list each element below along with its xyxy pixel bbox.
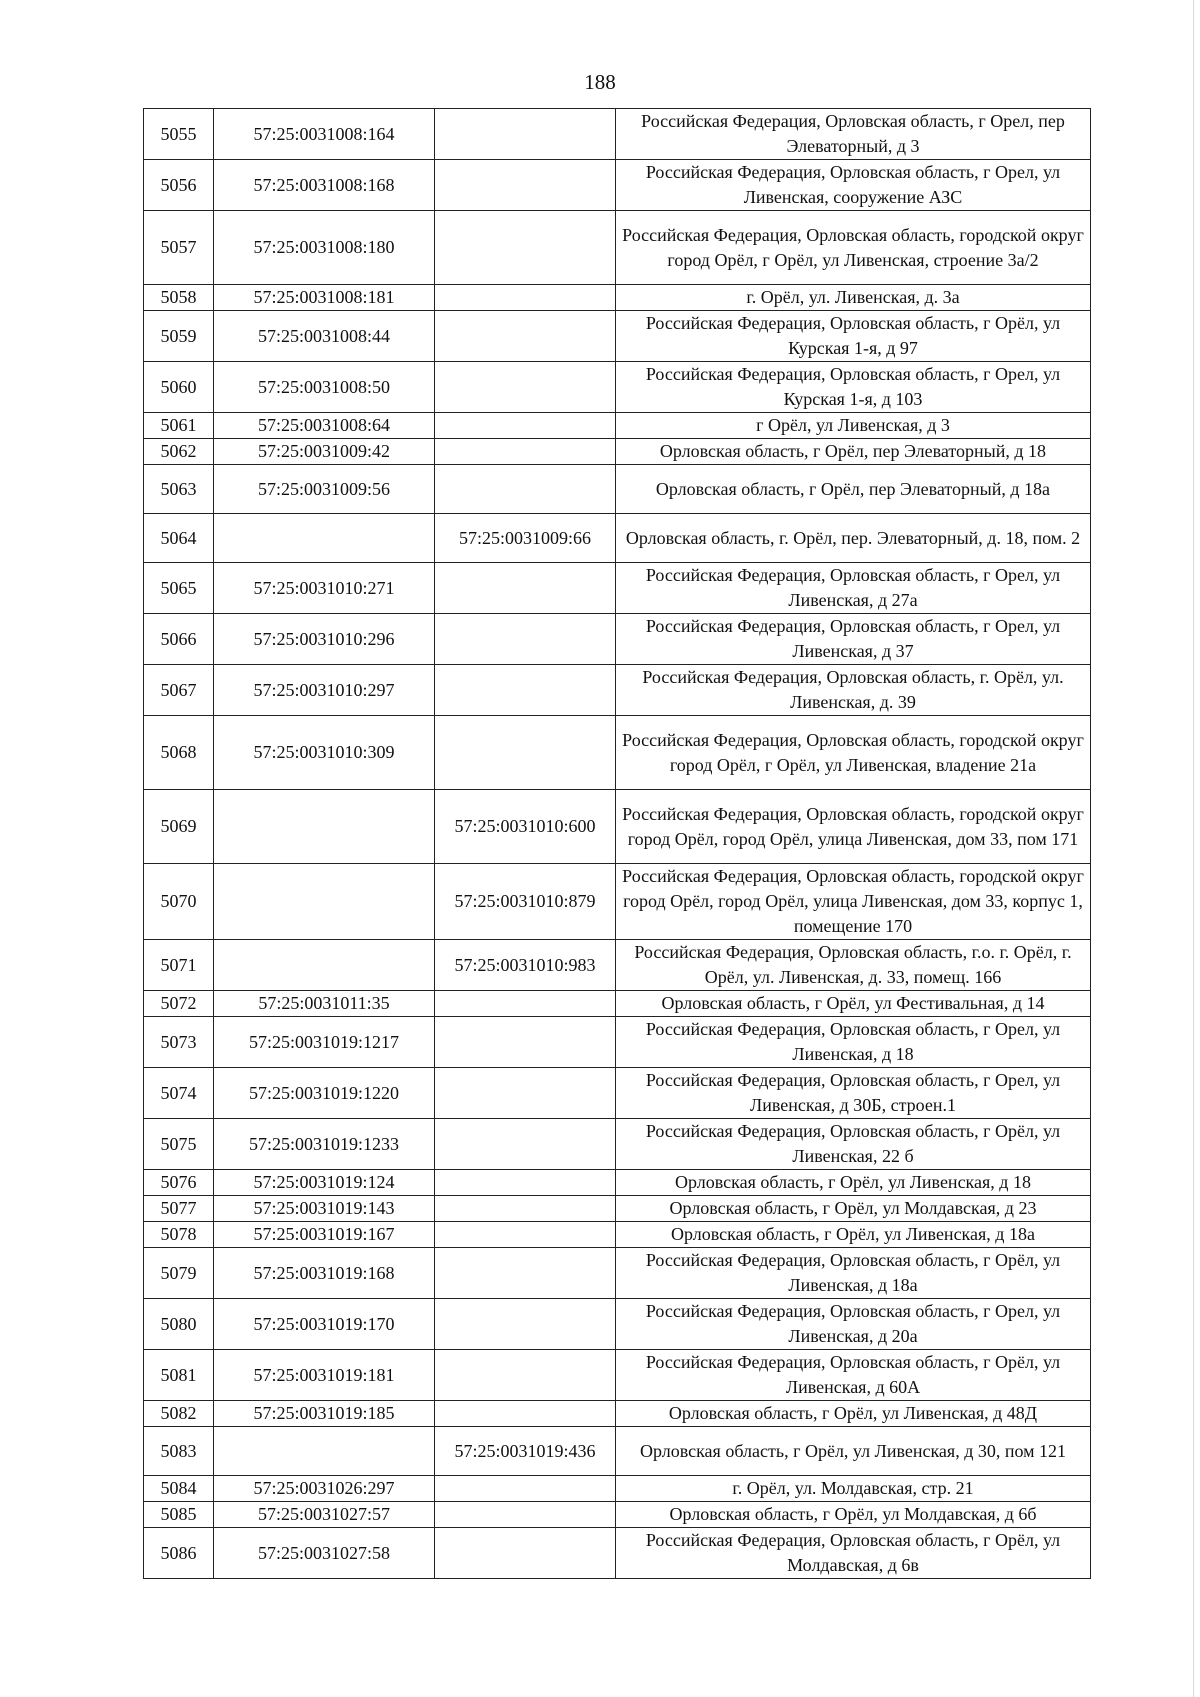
- row-number-cell: 5064: [144, 514, 214, 563]
- table-row: [144, 1196, 1091, 1222]
- address-cell: Российская Федерация, Орловская область, г Орел, ул Ливенская, д 20а: [616, 1299, 1091, 1350]
- address-cell: Российская Федерация, Орловская область, г Орел, ул Ливенская, д 18: [616, 1017, 1091, 1068]
- premise-cadastral-number-cell: [435, 311, 616, 362]
- table-row: [144, 1350, 1091, 1401]
- premise-cadastral-number-cell: [435, 362, 616, 413]
- address-cell: Российская Федерация, Орловская область, городской округ город Орёл, г Орёл, ул Ливенская, владение 21а: [616, 716, 1091, 790]
- address-cell: Российская Федерация, Орловская область, г Орёл, ул Ливенская, д 18а: [616, 1248, 1091, 1299]
- premise-cadastral-number-cell: [435, 1401, 616, 1427]
- row-number-cell: 5065: [144, 563, 214, 614]
- land-cadastral-number-cell: 57:25:0031019:167: [214, 1222, 435, 1248]
- land-cadastral-number-cell: 57:25:0031008:168: [214, 160, 435, 211]
- table-row: [144, 940, 1091, 991]
- land-cadastral-number-cell: 57:25:0031008:181: [214, 285, 435, 311]
- premise-cadastral-number-cell: [435, 991, 616, 1017]
- address-cell: Орловская область, г Орёл, ул Ливенская, д 18: [616, 1170, 1091, 1196]
- land-cadastral-number-cell: 57:25:0031009:56: [214, 465, 435, 514]
- premise-cadastral-number-cell: [435, 109, 616, 160]
- premise-cadastral-number-cell: [435, 285, 616, 311]
- table-row: [144, 211, 1091, 285]
- row-number-cell: 5071: [144, 940, 214, 991]
- row-number-cell: 5057: [144, 211, 214, 285]
- row-number-cell: 5083: [144, 1427, 214, 1476]
- land-cadastral-number-cell: 57:25:0031010:271: [214, 563, 435, 614]
- land-cadastral-number-cell: 57:25:0031019:1220: [214, 1068, 435, 1119]
- table-row: [144, 563, 1091, 614]
- address-cell: Российская Федерация, Орловская область, г Орел, ул Ливенская, д 30Б, строен.1: [616, 1068, 1091, 1119]
- premise-cadastral-number-cell: [435, 1502, 616, 1528]
- premise-cadastral-number-cell: [435, 465, 616, 514]
- address-cell: Орловская область, г Орёл, ул Фестивальная, д 14: [616, 991, 1091, 1017]
- land-cadastral-number-cell: 57:25:0031027:58: [214, 1528, 435, 1579]
- address-cell: Орловская область, г Орёл, ул Молдавская, д 23: [616, 1196, 1091, 1222]
- premise-cadastral-number-cell: [435, 614, 616, 665]
- address-cell: Российская Федерация, Орловская область, г.о. г. Орёл, г. Орёл, ул. Ливенская, д. 33, помещ. 166: [616, 940, 1091, 991]
- table-row: [144, 1476, 1091, 1502]
- row-number-cell: 5063: [144, 465, 214, 514]
- row-number-cell: 5055: [144, 109, 214, 160]
- land-cadastral-number-cell: [214, 940, 435, 991]
- land-cadastral-number-cell: 57:25:0031019:168: [214, 1248, 435, 1299]
- land-cadastral-number-cell: 57:25:0031010:297: [214, 665, 435, 716]
- address-cell: Орловская область, г Орёл, пер Элеваторный, д 18: [616, 439, 1091, 465]
- address-cell: Российская Федерация, Орловская область, городской округ город Орёл, г Орёл, ул Ливенская, строение 3а/2: [616, 211, 1091, 285]
- row-number-cell: 5072: [144, 991, 214, 1017]
- land-cadastral-number-cell: 57:25:0031009:42: [214, 439, 435, 465]
- row-number-cell: 5069: [144, 790, 214, 864]
- row-number-cell: 5066: [144, 614, 214, 665]
- land-cadastral-number-cell: 57:25:0031008:164: [214, 109, 435, 160]
- table-row: [144, 1068, 1091, 1119]
- row-number-cell: 5074: [144, 1068, 214, 1119]
- row-number-cell: 5078: [144, 1222, 214, 1248]
- row-number-cell: 5079: [144, 1248, 214, 1299]
- table-row: [144, 285, 1091, 311]
- land-cadastral-number-cell: [214, 864, 435, 940]
- address-cell: Орловская область, г Орёл, ул Ливенская, д 30, пом 121: [616, 1427, 1091, 1476]
- address-cell: Орловская область, г Орёл, ул Молдавская, д 6б: [616, 1502, 1091, 1528]
- land-cadastral-number-cell: 57:25:0031026:297: [214, 1476, 435, 1502]
- premise-cadastral-number-cell: [435, 1222, 616, 1248]
- address-cell: Российская Федерация, Орловская область, г Орёл, ул Ливенская, д 60А: [616, 1350, 1091, 1401]
- premise-cadastral-number-cell: [435, 413, 616, 439]
- premise-cadastral-number-cell: [435, 716, 616, 790]
- address-cell: Российская Федерация, Орловская область, г Орёл, ул Курская 1-я, д 97: [616, 311, 1091, 362]
- row-number-cell: 5082: [144, 1401, 214, 1427]
- premise-cadastral-number-cell: 57:25:0031010:600: [435, 790, 616, 864]
- row-number-cell: 5086: [144, 1528, 214, 1579]
- land-cadastral-number-cell: 57:25:0031019:124: [214, 1170, 435, 1196]
- row-number-cell: 5061: [144, 413, 214, 439]
- premise-cadastral-number-cell: [435, 1119, 616, 1170]
- row-number-cell: 5075: [144, 1119, 214, 1170]
- address-cell: Орловская область, г Орёл, пер Элеваторный, д 18а: [616, 465, 1091, 514]
- land-cadastral-number-cell: 57:25:0031019:185: [214, 1401, 435, 1427]
- address-cell: Российская Федерация, Орловская область, г Орел, ул Ливенская, д 37: [616, 614, 1091, 665]
- land-cadastral-number-cell: 57:25:0031027:57: [214, 1502, 435, 1528]
- address-cell: г Орёл, ул Ливенская, д 3: [616, 413, 1091, 439]
- row-number-cell: 5062: [144, 439, 214, 465]
- table-row: [144, 362, 1091, 413]
- address-cell: Российская Федерация, Орловская область, г Орёл, ул Ливенская, 22 б: [616, 1119, 1091, 1170]
- row-number-cell: 5056: [144, 160, 214, 211]
- address-cell: Российская Федерация, Орловская область, городской округ город Орёл, город Орёл, улица Ливенская, дом 33, корпус 1, помещение 170: [616, 864, 1091, 940]
- land-cadastral-number-cell: [214, 514, 435, 563]
- premise-cadastral-number-cell: [435, 160, 616, 211]
- table-row: [144, 1427, 1091, 1476]
- premise-cadastral-number-cell: [435, 1476, 616, 1502]
- land-cadastral-number-cell: 57:25:0031008:44: [214, 311, 435, 362]
- address-cell: Российская Федерация, Орловская область, г Орел, ул Ливенская, д 27а: [616, 563, 1091, 614]
- premise-cadastral-number-cell: [435, 1248, 616, 1299]
- registry-body: [144, 109, 1091, 1579]
- address-cell: Российская Федерация, Орловская область, г Орел, пер Элеваторный, д 3: [616, 109, 1091, 160]
- table-row: [144, 665, 1091, 716]
- land-cadastral-number-cell: 57:25:0031008:180: [214, 211, 435, 285]
- premise-cadastral-number-cell: [435, 1299, 616, 1350]
- row-number-cell: 5059: [144, 311, 214, 362]
- land-cadastral-number-cell: 57:25:0031011:35: [214, 991, 435, 1017]
- table-row: [144, 790, 1091, 864]
- land-cadastral-number-cell: 57:25:0031019:1217: [214, 1017, 435, 1068]
- table-row: [144, 991, 1091, 1017]
- table-row: [144, 1502, 1091, 1528]
- table-row: [144, 465, 1091, 514]
- table-row: [144, 1248, 1091, 1299]
- premise-cadastral-number-cell: [435, 1068, 616, 1119]
- premise-cadastral-number-cell: [435, 439, 616, 465]
- table-row: [144, 514, 1091, 563]
- premise-cadastral-number-cell: 57:25:0031010:983: [435, 940, 616, 991]
- premise-cadastral-number-cell: [435, 211, 616, 285]
- address-cell: Российская Федерация, Орловская область, г Орёл, ул Молдавская, д 6в: [616, 1528, 1091, 1579]
- land-cadastral-number-cell: 57:25:0031019:170: [214, 1299, 435, 1350]
- table-row: [144, 1401, 1091, 1427]
- row-number-cell: 5058: [144, 285, 214, 311]
- premise-cadastral-number-cell: [435, 1170, 616, 1196]
- table-row: [144, 1299, 1091, 1350]
- land-cadastral-number-cell: 57:25:0031008:50: [214, 362, 435, 413]
- row-number-cell: 5068: [144, 716, 214, 790]
- address-cell: г. Орёл, ул. Молдавская, стр. 21: [616, 1476, 1091, 1502]
- premise-cadastral-number-cell: [435, 1528, 616, 1579]
- table-row: [144, 864, 1091, 940]
- row-number-cell: 5067: [144, 665, 214, 716]
- row-number-cell: 5076: [144, 1170, 214, 1196]
- premise-cadastral-number-cell: [435, 665, 616, 716]
- address-cell: Российская Федерация, Орловская область, г. Орёл, ул. Ливенская, д. 39: [616, 665, 1091, 716]
- page-edge-line: [1193, 0, 1194, 1697]
- row-number-cell: 5081: [144, 1350, 214, 1401]
- table-row: [144, 413, 1091, 439]
- land-cadastral-number-cell: 57:25:0031019:1233: [214, 1119, 435, 1170]
- address-cell: Российская Федерация, Орловская область, г Орел, ул Курская 1-я, д 103: [616, 362, 1091, 413]
- land-cadastral-number-cell: 57:25:0031010:309: [214, 716, 435, 790]
- row-number-cell: 5080: [144, 1299, 214, 1350]
- table-row: [144, 311, 1091, 362]
- table-row: [144, 109, 1091, 160]
- land-cadastral-number-cell: [214, 1427, 435, 1476]
- land-cadastral-number-cell: 57:25:0031008:64: [214, 413, 435, 439]
- table-row: [144, 1170, 1091, 1196]
- table-row: [144, 160, 1091, 211]
- row-number-cell: 5070: [144, 864, 214, 940]
- land-cadastral-number-cell: 57:25:0031019:143: [214, 1196, 435, 1222]
- page-number: 188: [584, 70, 616, 94]
- land-cadastral-number-cell: 57:25:0031019:181: [214, 1350, 435, 1401]
- premise-cadastral-number-cell: 57:25:0031009:66: [435, 514, 616, 563]
- premise-cadastral-number-cell: [435, 563, 616, 614]
- land-cadastral-number-cell: 57:25:0031010:296: [214, 614, 435, 665]
- row-number-cell: 5084: [144, 1476, 214, 1502]
- address-cell: Российская Федерация, Орловская область, городской округ город Орёл, город Орёл, улица Ливенская, дом 33, пом 171: [616, 790, 1091, 864]
- table-row: [144, 1017, 1091, 1068]
- premise-cadastral-number-cell: [435, 1017, 616, 1068]
- row-number-cell: 5060: [144, 362, 214, 413]
- premise-cadastral-number-cell: 57:25:0031019:436: [435, 1427, 616, 1476]
- table-row: [144, 716, 1091, 790]
- table-row: [144, 614, 1091, 665]
- table-row: [144, 1528, 1091, 1579]
- row-number-cell: 5085: [144, 1502, 214, 1528]
- address-cell: г. Орёл, ул. Ливенская, д. 3а: [616, 285, 1091, 311]
- premise-cadastral-number-cell: [435, 1196, 616, 1222]
- address-cell: Орловская область, г Орёл, ул Ливенская, д 18а: [616, 1222, 1091, 1248]
- address-cell: Российская Федерация, Орловская область, г Орел, ул Ливенская, сооружение АЗС: [616, 160, 1091, 211]
- registry-table: [143, 108, 1091, 1579]
- table-row: [144, 439, 1091, 465]
- row-number-cell: 5073: [144, 1017, 214, 1068]
- table-row: [144, 1119, 1091, 1170]
- land-cadastral-number-cell: [214, 790, 435, 864]
- premise-cadastral-number-cell: 57:25:0031010:879: [435, 864, 616, 940]
- premise-cadastral-number-cell: [435, 1350, 616, 1401]
- address-cell: Орловская область, г Орёл, ул Ливенская, д 48Д: [616, 1401, 1091, 1427]
- row-number-cell: 5077: [144, 1196, 214, 1222]
- table-row: [144, 1222, 1091, 1248]
- address-cell: Орловская область, г. Орёл, пер. Элеваторный, д. 18, пом. 2: [616, 514, 1091, 563]
